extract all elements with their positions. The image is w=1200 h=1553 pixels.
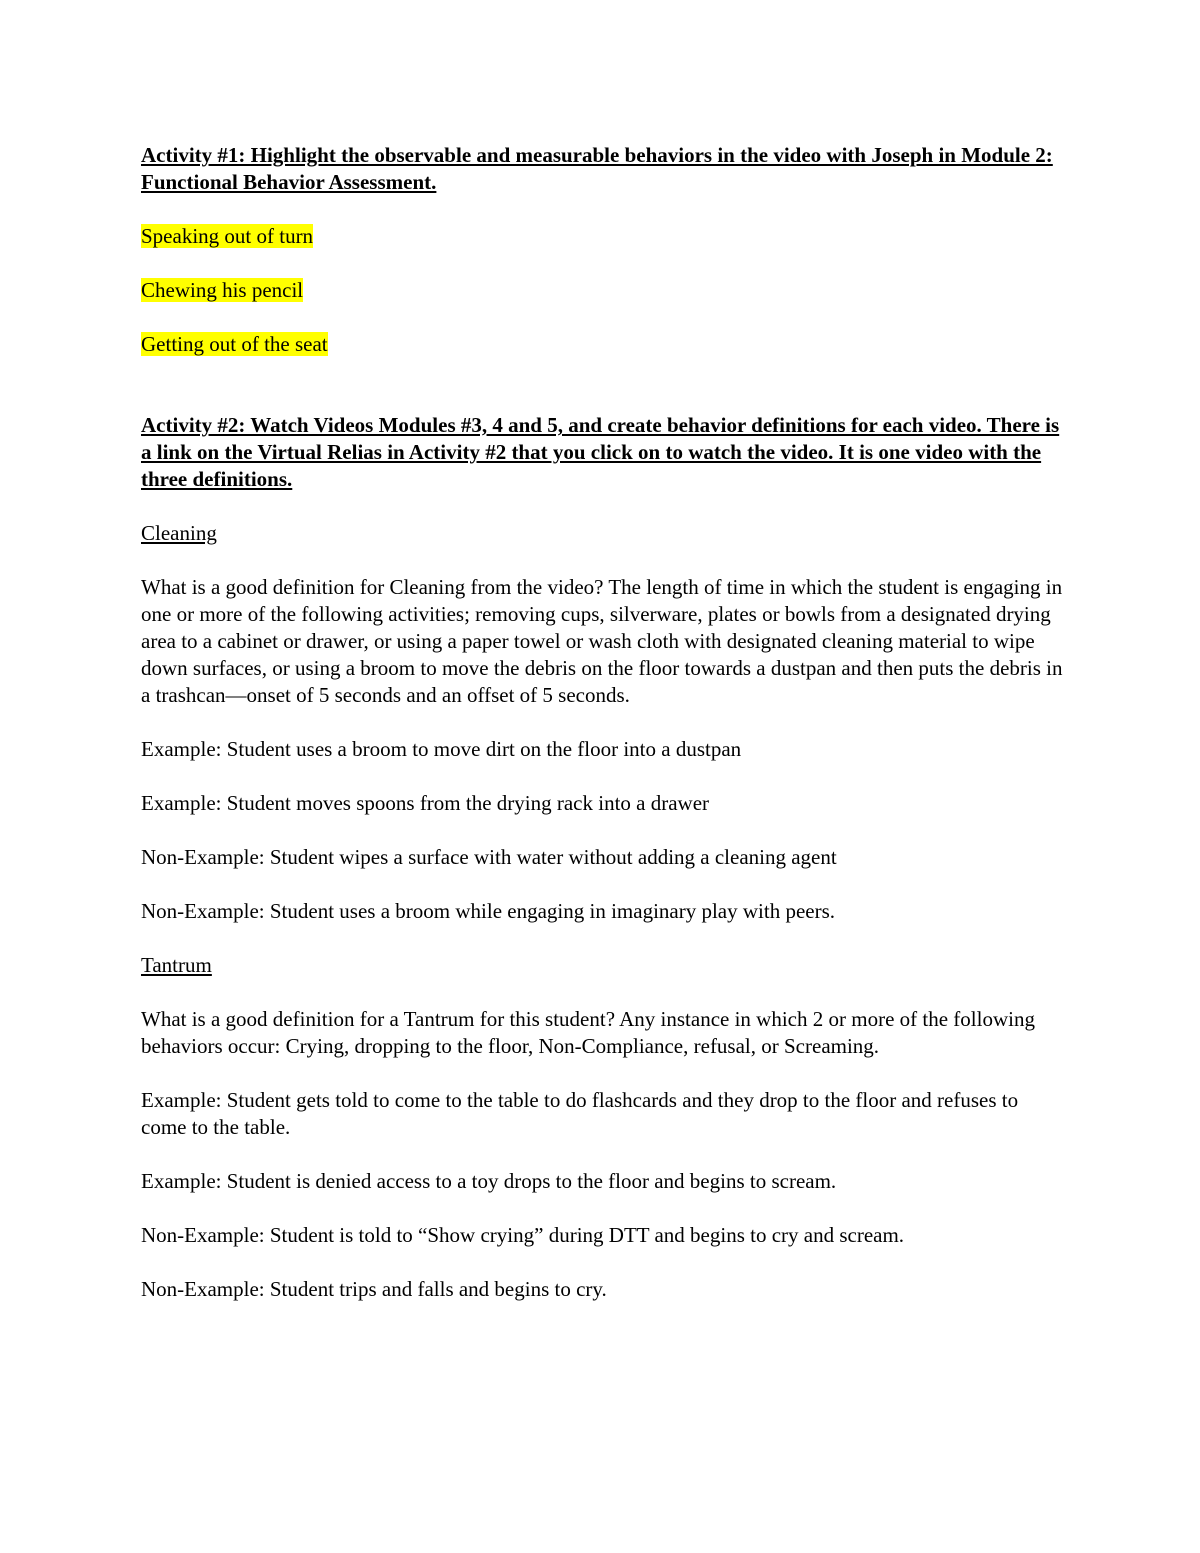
highlighted-behavior: Chewing his pencil bbox=[141, 278, 304, 302]
cleaning-non-example: Non-Example: Student wipes a surface with water without adding a cleaning agent bbox=[141, 845, 837, 869]
tantrum-non-example: Non-Example: Student trips and falls and begins to cry. bbox=[141, 1277, 607, 1301]
tantrum-definition: What is a good definition for a Tantrum for this student? Any instance in which 2 or more of the following behaviors occur: Crying, dropping to the floor, Non-Compliance, refusal, or Screaming. bbox=[141, 1007, 1035, 1058]
cleaning-title-text: Cleaning bbox=[141, 521, 217, 545]
document-page bbox=[141, 142, 1066, 1303]
behavior-item bbox=[141, 331, 1066, 358]
activity-1-heading: Activity #1: Highlight the observable and measurable behaviors in the video with Joseph in Module 2: Functional Behavior Assessment. bbox=[141, 143, 1053, 194]
highlighted-behavior: Speaking out of turn bbox=[141, 224, 314, 248]
cleaning-definition: What is a good definition for Cleaning from the video? The length of time in which the student is engaging in one or more of the following activities; removing cups, silverware, plates or bowls from a designated drying area to a cabinet or drawer, or using a paper towel or wash cloth with designated cleaning material to wipe down surfaces, or using a broom to move the debris on the floor towards a dustpan and then puts the debris in a trashcan—onset of 5 seconds and an offset of 5 seconds. bbox=[141, 575, 1063, 707]
tantrum-title-text: Tantrum bbox=[141, 953, 212, 977]
tantrum-example: Example: Student gets told to come to the table to do flashcards and they drop to the floor and refuses to come to the table. bbox=[141, 1088, 1019, 1139]
cleaning-non-example: Non-Example: Student uses a broom while engaging in imaginary play with peers. bbox=[141, 899, 836, 923]
tantrum-non-example: Non-Example: Student is told to “Show crying” during DTT and begins to cry and scream. bbox=[141, 1223, 905, 1247]
highlighted-behavior: Getting out of the seat bbox=[141, 332, 328, 356]
tantrum-title bbox=[141, 952, 1066, 979]
tantrum-example: Example: Student is denied access to a toy drops to the floor and begins to scream. bbox=[141, 1169, 837, 1193]
cleaning-title bbox=[141, 520, 1066, 547]
behavior-item bbox=[141, 277, 1066, 304]
activity-2-heading: Activity #2: Watch Videos Modules #3, 4 and 5, and create behavior definitions for each video. There is a link on the Virtual Relias in Activity #2 that you click on to watch the video. It is one video with the three definitions. bbox=[141, 413, 1060, 491]
cleaning-example: Example: Student uses a broom to move dirt on the floor into a dustpan bbox=[141, 737, 742, 761]
cleaning-example: Example: Student moves spoons from the drying rack into a drawer bbox=[141, 791, 710, 815]
behavior-item bbox=[141, 223, 1066, 250]
